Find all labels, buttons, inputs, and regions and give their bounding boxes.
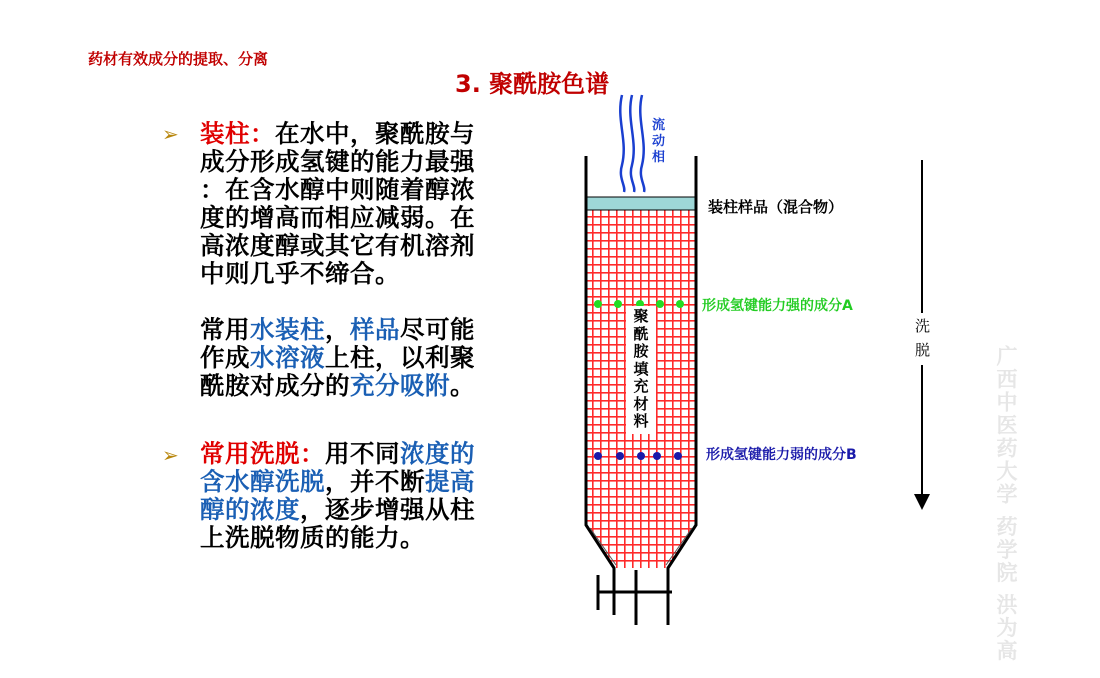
mobile-phase-label: 流动相 xyxy=(652,118,666,165)
mobile-phase-flow-icon xyxy=(620,95,644,192)
text-line: 度的增高而相应减弱。在 xyxy=(200,203,475,232)
packing-label: 聚酰胺填充材料 xyxy=(633,307,649,430)
label-elution: 常用洗脱： xyxy=(200,439,325,468)
label-column-packing: 装柱： xyxy=(200,119,275,148)
text-line: 中则几乎不缔合。 xyxy=(200,259,400,288)
text-segment: ， xyxy=(325,315,350,344)
stopcock-icon xyxy=(598,570,672,625)
elution-label: 洗脱 xyxy=(915,317,931,359)
sample-label: 装柱样品（混合物） xyxy=(708,198,844,216)
sample-layer xyxy=(586,197,696,210)
highlight-aqueous-solution: 水溶液 xyxy=(250,343,325,372)
highlight-aqueous-alcohol: 含水醇洗脱 xyxy=(200,467,325,496)
text-segment: 。 xyxy=(450,371,475,400)
text-segment: 在水中，聚酰胺与 xyxy=(275,119,475,148)
band-a-label: 形成氢键能力强的成分A xyxy=(702,298,853,314)
highlight-concentration: 浓度的 xyxy=(400,439,475,468)
header-title: 药材有效成分的提取、分离 xyxy=(88,50,269,68)
arrow-bullet-icon: ➢ xyxy=(162,122,179,146)
watermark: 广西中医药大学 药学院 洪为高 xyxy=(994,345,1018,663)
text-segment: ，并不断 xyxy=(325,467,425,496)
text-segment: 用不同 xyxy=(325,439,400,468)
highlight-alcohol-concentration: 醇的浓度 xyxy=(200,495,300,524)
band-b-label: 形成氢键能力弱的成分B xyxy=(706,447,857,463)
text-segment: 作成 xyxy=(200,343,250,372)
arrow-bullet-icon: ➢ xyxy=(162,443,179,467)
highlight-water-packing: 水装柱 xyxy=(250,315,325,344)
highlight-sample: 样品 xyxy=(350,315,400,344)
highlight-increase: 提高 xyxy=(425,467,475,496)
text-segment: 常用 xyxy=(200,315,250,344)
text-segment: 尽可能 xyxy=(400,315,475,344)
highlight-full-adsorption: 充分吸附 xyxy=(350,371,450,400)
text-segment: ，逐步增强从柱 xyxy=(300,495,475,524)
slide-title: 3. 聚酰胺色谱 xyxy=(455,70,610,98)
text-segment: 上柱，以利聚 xyxy=(325,343,475,372)
text-line: 上洗脱物质的能力。 xyxy=(200,523,425,552)
text-line: 高浓度醇或其它有机溶剂 xyxy=(200,231,475,260)
text-line: 成分形成氢键的能力最强 xyxy=(200,147,475,176)
text-line: ：在含水醇中则随着醇浓 xyxy=(200,175,475,204)
text-segment: 酰胺对成分的 xyxy=(200,371,350,400)
